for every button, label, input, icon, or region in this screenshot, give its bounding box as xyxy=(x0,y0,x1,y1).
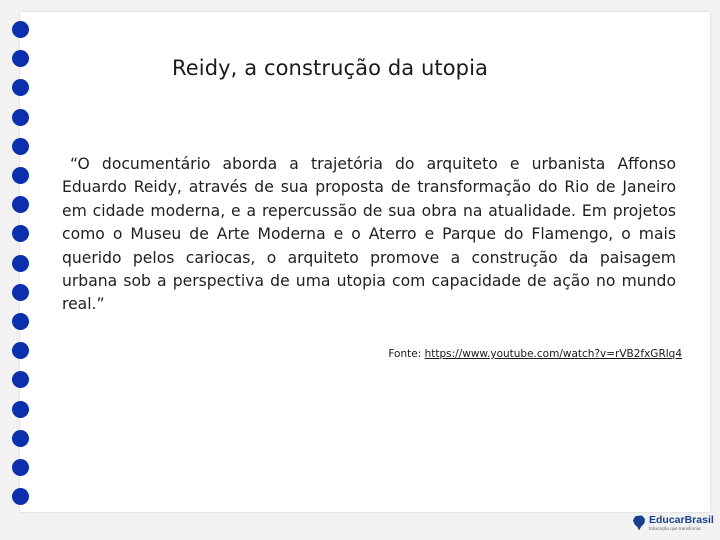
binder-dot xyxy=(12,109,29,126)
binder-dot xyxy=(12,401,29,418)
binder-dot xyxy=(12,430,29,447)
brand-text xyxy=(649,515,714,531)
quote-text xyxy=(62,153,676,317)
binder-dot xyxy=(12,79,29,96)
binder-dot xyxy=(12,196,29,213)
binder-dot xyxy=(12,225,29,242)
quote-body: “O documentário aborda a trajetória do arquiteto e urbanista Affonso Eduardo Reidy, através de sua proposta de transformação do Rio de Janeiro em cidade moderna, e a repercussão de sua obra na atualidade. Em projetos como o Museu de Arte Moderna e o Aterro e Parque do Flamengo, o mais querido pelos cariocas, o arquiteto promove a construção da paisagem urbana sob a perspectiva de uma utopia com capacidade de ação no mundo real.” xyxy=(62,155,676,314)
source-label: Fonte: xyxy=(388,348,422,360)
binder-dot xyxy=(12,284,29,301)
binder-dot xyxy=(12,255,29,272)
binder-dot xyxy=(12,21,29,38)
source-citation xyxy=(388,348,682,360)
brand-name: EducarBrasil xyxy=(649,514,714,526)
binder-dot xyxy=(12,167,29,184)
binder-dot xyxy=(12,459,29,476)
brazil-map-icon xyxy=(632,515,646,531)
binder-dot xyxy=(12,342,29,359)
binder-dot xyxy=(12,138,29,155)
binder-dot xyxy=(12,50,29,67)
slide-title: Reidy, a construção da utopia xyxy=(172,56,489,80)
binder-dot xyxy=(12,371,29,388)
binder-dots xyxy=(12,21,34,491)
binder-dot xyxy=(12,313,29,330)
brand-logo xyxy=(632,512,714,534)
brand-tagline: Educação que transforma xyxy=(649,526,701,531)
source-link[interactable]: https://www.youtube.com/watch?v=rVB2fxGRlq4 xyxy=(424,348,682,360)
